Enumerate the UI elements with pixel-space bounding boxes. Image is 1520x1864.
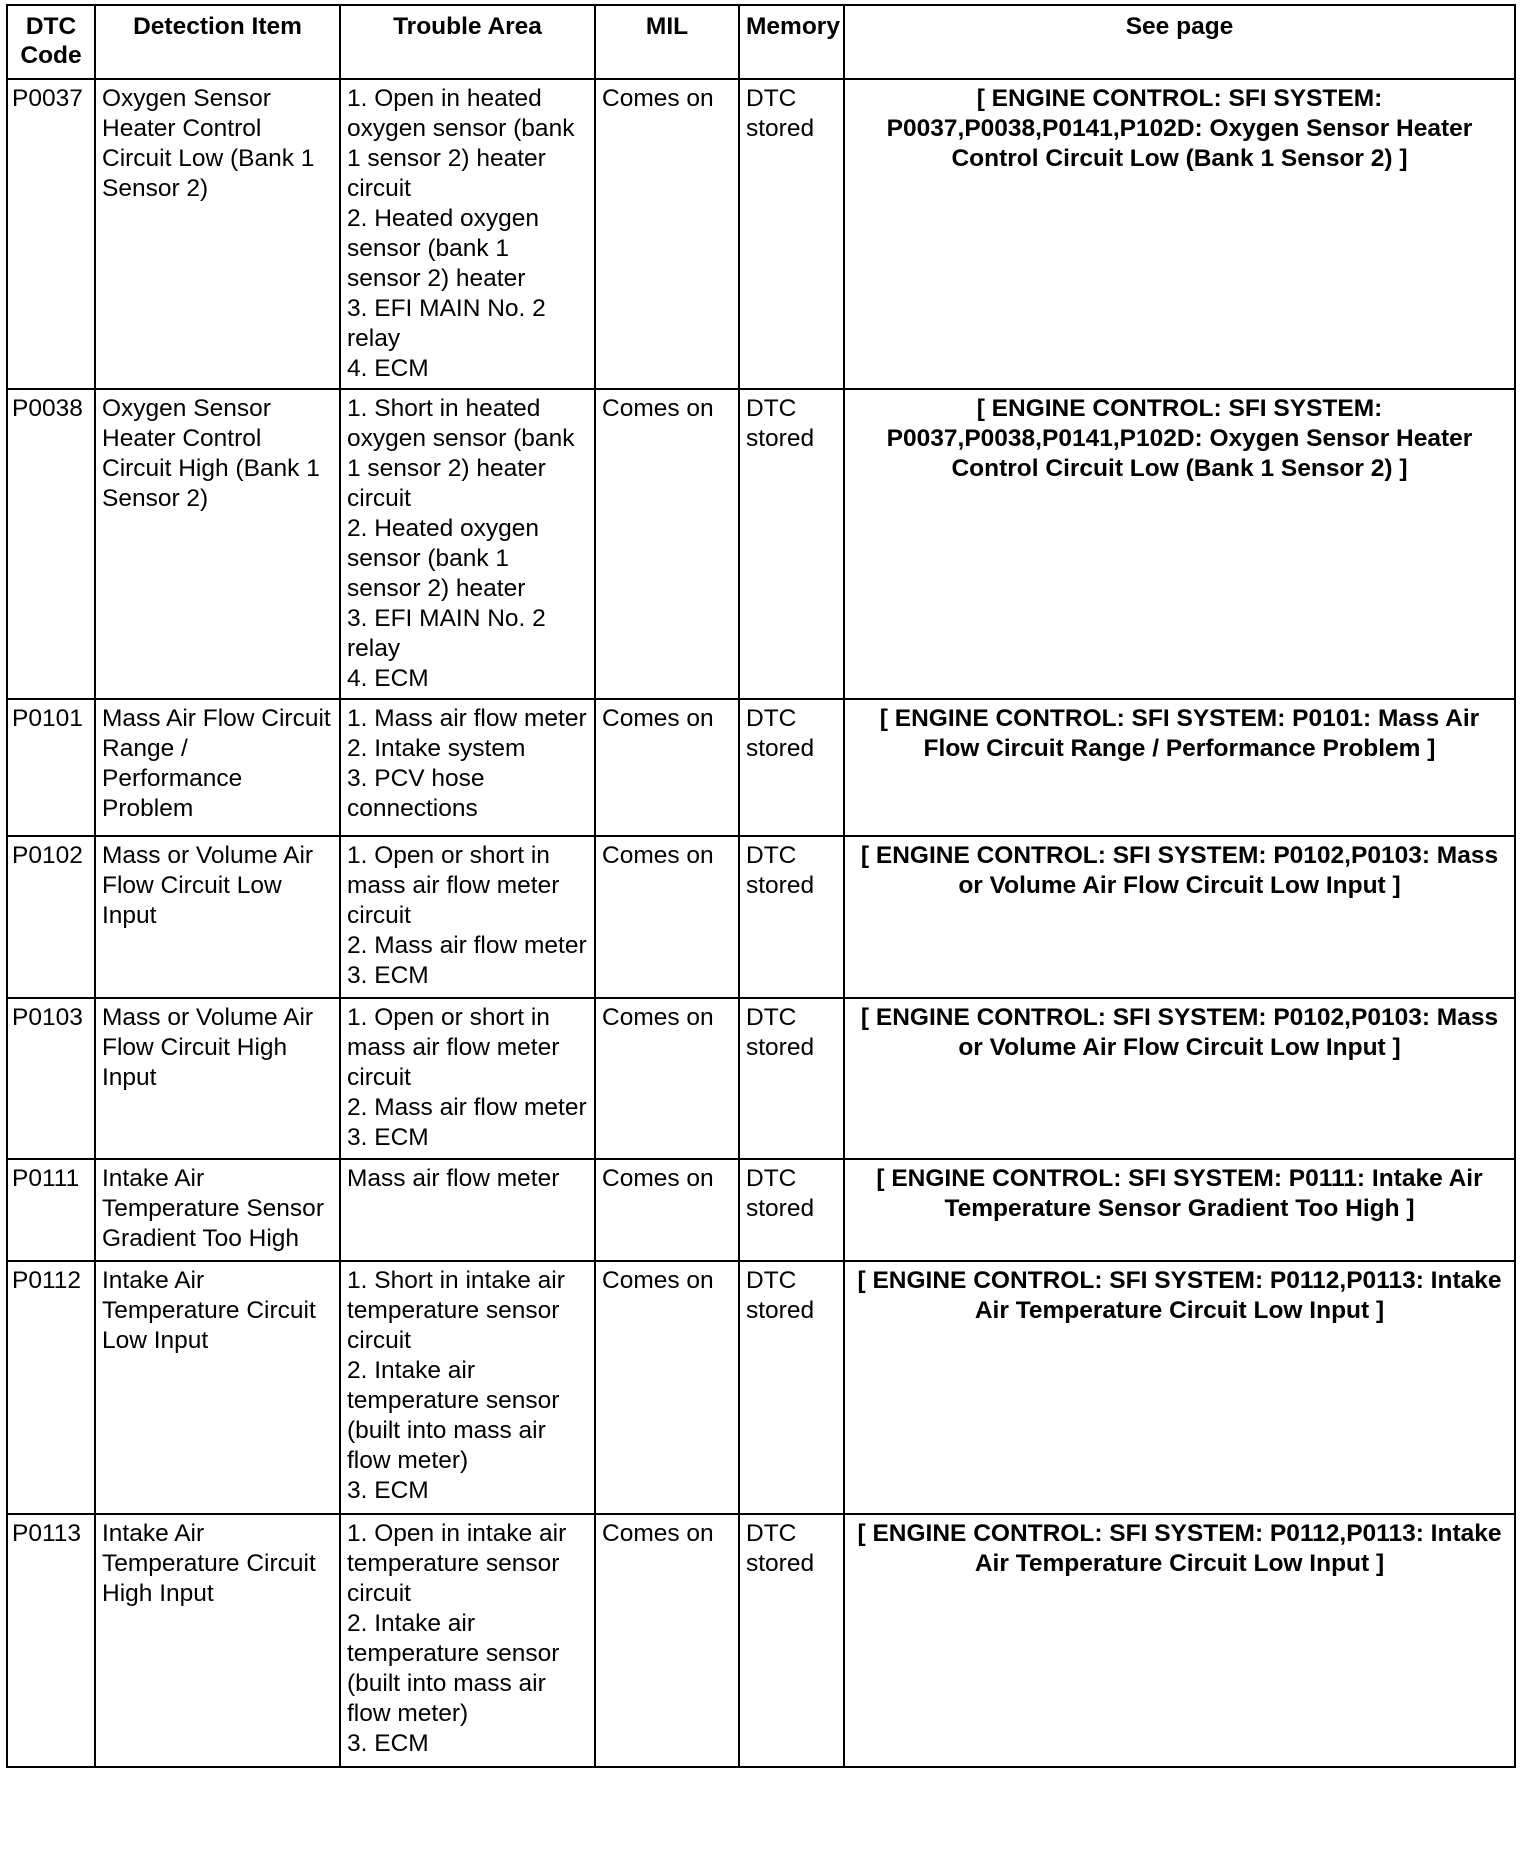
mil-status: Comes on xyxy=(595,1159,739,1261)
see-page-link[interactable]: [ ENGINE CONTROL: SFI SYSTEM: P0037,P0038,P0141,P102D: Oxygen Sensor Heater Control Circuit Low (Bank 1 Sensor 2) ] xyxy=(844,79,1515,389)
trouble-item: 4. ECM xyxy=(347,665,429,692)
trouble-item: 2. Intake air temperature sensor (built into mass air flow meter) xyxy=(347,1610,560,1727)
memory-status: DTC stored xyxy=(739,699,844,836)
dtc-code: P0038 xyxy=(7,389,95,699)
memory-status: DTC stored xyxy=(739,1261,844,1514)
trouble-item: 3. ECM xyxy=(347,1124,429,1151)
trouble-area xyxy=(340,836,595,998)
see-page-link[interactable]: [ ENGINE CONTROL: SFI SYSTEM: P0102,P0103: Mass or Volume Air Flow Circuit Low Input ] xyxy=(844,836,1515,998)
memory-status: DTC stored xyxy=(739,389,844,699)
trouble-item: 2. Heated oxygen sensor (bank 1 sensor 2) heater xyxy=(347,205,540,292)
trouble-area xyxy=(340,699,595,836)
header-detection-item: Detection Item xyxy=(95,5,340,79)
trouble-item: 2. Intake air temperature sensor (built into mass air flow meter) xyxy=(347,1357,560,1474)
dtc-code: P0111 xyxy=(7,1159,95,1261)
detection-item: Oxygen Sensor Heater Control Circuit Low (Bank 1 Sensor 2) xyxy=(95,79,340,389)
header-dtc-code: DTC Code xyxy=(7,5,95,79)
memory-status: DTC stored xyxy=(739,1159,844,1261)
trouble-item: 1. Open or short in mass air flow meter circuit xyxy=(347,842,560,929)
table-row xyxy=(7,1261,1515,1514)
table-row xyxy=(7,1159,1515,1261)
see-page-link[interactable]: [ ENGINE CONTROL: SFI SYSTEM: P0111: Intake Air Temperature Sensor Gradient Too High ] xyxy=(844,1159,1515,1261)
mil-status: Comes on xyxy=(595,389,739,699)
trouble-area xyxy=(340,79,595,389)
trouble-item: 3. PCV hose connections xyxy=(347,765,485,822)
header-row xyxy=(7,5,1515,79)
trouble-item: 2. Heated oxygen sensor (bank 1 sensor 2) heater xyxy=(347,515,540,602)
trouble-item: 3. EFI MAIN No. 2 relay xyxy=(347,605,546,662)
see-page-link[interactable]: [ ENGINE CONTROL: SFI SYSTEM: P0112,P0113: Intake Air Temperature Circuit Low Input ] xyxy=(844,1261,1515,1514)
see-page-link[interactable]: [ ENGINE CONTROL: SFI SYSTEM: P0112,P0113: Intake Air Temperature Circuit Low Input ] xyxy=(844,1514,1515,1767)
trouble-item: 3. ECM xyxy=(347,962,429,989)
mil-status: Comes on xyxy=(595,699,739,836)
detection-item: Intake Air Temperature Circuit High Input xyxy=(95,1514,340,1767)
trouble-item: 1. Short in intake air temperature sensor circuit xyxy=(347,1267,565,1354)
trouble-item: 3. ECM xyxy=(347,1730,429,1757)
mil-status: Comes on xyxy=(595,1261,739,1514)
header-memory: Memory xyxy=(739,5,844,79)
trouble-item: 1. Open in heated oxygen sensor (bank 1 sensor 2) heater circuit xyxy=(347,85,575,202)
trouble-item: 1. Short in heated oxygen sensor (bank 1 sensor 2) heater circuit xyxy=(347,395,575,512)
table-row xyxy=(7,1514,1515,1767)
trouble-item: 3. ECM xyxy=(347,1477,429,1504)
trouble-item: 2. Mass air flow meter xyxy=(347,1094,587,1121)
trouble-item: 2. Mass air flow meter xyxy=(347,932,587,959)
detection-item: Mass or Volume Air Flow Circuit Low Input xyxy=(95,836,340,998)
table-row xyxy=(7,998,1515,1159)
dtc-code: P0101 xyxy=(7,699,95,836)
trouble-area xyxy=(340,998,595,1159)
table-row xyxy=(7,699,1515,836)
trouble-area xyxy=(340,1261,595,1514)
table-row xyxy=(7,836,1515,998)
trouble-item: 1. Mass air flow meter xyxy=(347,705,587,732)
mil-status: Comes on xyxy=(595,79,739,389)
dtc-code: P0113 xyxy=(7,1514,95,1767)
detection-item: Oxygen Sensor Heater Control Circuit High (Bank 1 Sensor 2) xyxy=(95,389,340,699)
header-mil: MIL xyxy=(595,5,739,79)
mil-status: Comes on xyxy=(595,1514,739,1767)
memory-status: DTC stored xyxy=(739,79,844,389)
mil-status: Comes on xyxy=(595,836,739,998)
dtc-code: P0102 xyxy=(7,836,95,998)
see-page-link[interactable]: [ ENGINE CONTROL: SFI SYSTEM: P0102,P0103: Mass or Volume Air Flow Circuit Low Input ] xyxy=(844,998,1515,1159)
header-see-page: See page xyxy=(844,5,1515,79)
table-row xyxy=(7,79,1515,389)
trouble-item: 2. Intake system xyxy=(347,735,526,762)
dtc-code: P0037 xyxy=(7,79,95,389)
detection-item: Intake Air Temperature Circuit Low Input xyxy=(95,1261,340,1514)
mil-status: Comes on xyxy=(595,998,739,1159)
detection-item: Intake Air Temperature Sensor Gradient Too High xyxy=(95,1159,340,1261)
see-page-link[interactable]: [ ENGINE CONTROL: SFI SYSTEM: P0101: Mass Air Flow Circuit Range / Performance Problem ] xyxy=(844,699,1515,836)
dtc-code: P0112 xyxy=(7,1261,95,1514)
table-row xyxy=(7,389,1515,699)
trouble-item: 4. ECM xyxy=(347,355,429,382)
trouble-item: 1. Open in intake air temperature sensor circuit xyxy=(347,1520,567,1607)
detection-item: Mass or Volume Air Flow Circuit High Input xyxy=(95,998,340,1159)
dtc-table xyxy=(6,4,1516,1768)
see-page-link[interactable]: [ ENGINE CONTROL: SFI SYSTEM: P0037,P0038,P0141,P102D: Oxygen Sensor Heater Control Circuit Low (Bank 1 Sensor 2) ] xyxy=(844,389,1515,699)
trouble-area xyxy=(340,1514,595,1767)
dtc-code: P0103 xyxy=(7,998,95,1159)
memory-status: DTC stored xyxy=(739,1514,844,1767)
trouble-area xyxy=(340,1159,595,1261)
header-trouble-area: Trouble Area xyxy=(340,5,595,79)
trouble-item: 1. Open or short in mass air flow meter circuit xyxy=(347,1004,560,1091)
detection-item: Mass Air Flow Circuit Range / Performance Problem xyxy=(95,699,340,836)
trouble-item: Mass air flow meter xyxy=(347,1165,560,1192)
memory-status: DTC stored xyxy=(739,836,844,998)
trouble-area xyxy=(340,389,595,699)
memory-status: DTC stored xyxy=(739,998,844,1159)
trouble-item: 3. EFI MAIN No. 2 relay xyxy=(347,295,546,352)
